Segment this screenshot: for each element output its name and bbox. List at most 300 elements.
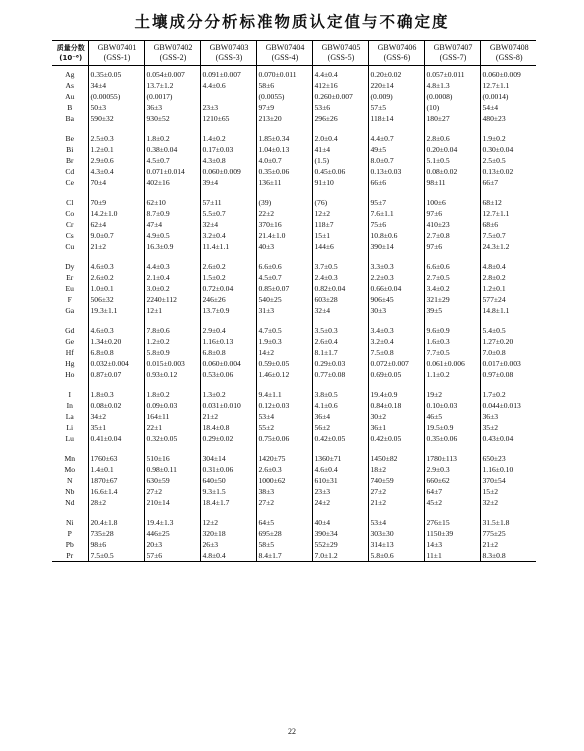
table-row bbox=[52, 155, 536, 166]
certified-value: 180±27 bbox=[424, 113, 480, 124]
certified-value: 66±7 bbox=[480, 177, 536, 188]
certified-value: 1.34±0.20 bbox=[88, 336, 144, 347]
certified-value: 21.4±1.0 bbox=[256, 230, 312, 241]
element-symbol: Cr bbox=[65, 220, 74, 229]
certified-value: 446±25 bbox=[144, 528, 200, 539]
certified-value: 58±5 bbox=[256, 539, 312, 550]
certified-value: 0.10±0.03 bbox=[424, 400, 480, 411]
certified-value: 0.20±0.04 bbox=[424, 144, 480, 155]
table-row bbox=[52, 550, 536, 562]
element-symbol: In bbox=[66, 401, 73, 410]
element-symbol: Ce bbox=[65, 178, 74, 187]
certified-value: 9.6±0.9 bbox=[424, 316, 480, 336]
certified-value: 2.7±0.8 bbox=[424, 230, 480, 241]
table-row bbox=[52, 380, 536, 400]
element-symbol: Ga bbox=[65, 306, 75, 315]
table-row bbox=[52, 294, 536, 305]
certified-value: 7.7±0.5 bbox=[424, 347, 480, 358]
certified-value: 19±2 bbox=[424, 380, 480, 400]
certified-value: 1.2±0.2 bbox=[144, 336, 200, 347]
certified-value: 695±28 bbox=[256, 528, 312, 539]
certified-value: 164±11 bbox=[144, 411, 200, 422]
certified-value: 0.08±0.02 bbox=[424, 166, 480, 177]
certified-value: 0.35±0.06 bbox=[424, 433, 480, 444]
certified-value: 54±4 bbox=[480, 102, 536, 113]
certified-value: 1.9±0.2 bbox=[480, 124, 536, 144]
column-sample-header: (GSS-5) bbox=[312, 53, 368, 66]
certified-value: 1760±63 bbox=[88, 444, 144, 464]
certified-value: 32±4 bbox=[200, 219, 256, 230]
table-row bbox=[52, 464, 536, 475]
certified-value: 53±4 bbox=[368, 508, 424, 528]
certified-value: 27±2 bbox=[368, 486, 424, 497]
certified-value: 9.3±1.5 bbox=[200, 486, 256, 497]
certified-value: 19.4±0.9 bbox=[368, 380, 424, 400]
certified-value: 97±9 bbox=[256, 102, 312, 113]
element-symbol: Ni bbox=[65, 518, 74, 527]
certified-value: 213±20 bbox=[256, 113, 312, 124]
certified-value: 0.38±0.04 bbox=[144, 144, 200, 155]
certified-value: 4.3±0.8 bbox=[200, 155, 256, 166]
certified-value: 4.4±0.7 bbox=[368, 124, 424, 144]
table-row bbox=[52, 113, 536, 124]
certified-value: 1.3±0.2 bbox=[200, 380, 256, 400]
certified-value: 390±14 bbox=[368, 241, 424, 252]
element-symbol: Ag bbox=[65, 70, 75, 79]
certified-value: 577±24 bbox=[480, 294, 536, 305]
certified-value: 62±4 bbox=[88, 219, 144, 230]
certified-value: 1.27±0.20 bbox=[480, 336, 536, 347]
certified-value: 20±3 bbox=[144, 539, 200, 550]
certified-value: 0.260±0.007 bbox=[312, 91, 368, 102]
element-symbol: Eu bbox=[65, 284, 74, 293]
certified-value: 8.0±0.7 bbox=[368, 155, 424, 166]
certified-value: 0.69±0.05 bbox=[368, 369, 424, 380]
certified-value: 2.8±0.2 bbox=[480, 272, 536, 283]
certified-value: 9.0±0.7 bbox=[88, 230, 144, 241]
element-symbol: Au bbox=[65, 92, 75, 101]
certified-value: 18.4±1.7 bbox=[200, 497, 256, 508]
certified-value: 314±13 bbox=[368, 539, 424, 550]
certified-value: 506±32 bbox=[88, 294, 144, 305]
certified-value: 0.42±0.05 bbox=[368, 433, 424, 444]
element-symbol: Ge bbox=[65, 337, 75, 346]
certified-value: 552±29 bbox=[312, 539, 368, 550]
certified-value: 1000±62 bbox=[256, 475, 312, 486]
certified-value: 1.0±0.1 bbox=[88, 283, 144, 294]
certified-value: 5.1±0.5 bbox=[424, 155, 480, 166]
certified-value: 930±52 bbox=[144, 113, 200, 124]
table-row bbox=[52, 80, 536, 91]
certified-value: 2.7±0.5 bbox=[424, 272, 480, 283]
certified-value: 118±7 bbox=[312, 219, 368, 230]
certified-value: 21±2 bbox=[480, 539, 536, 550]
certified-value: 0.75±0.06 bbox=[256, 433, 312, 444]
certified-value: 1.8±0.3 bbox=[88, 380, 144, 400]
certified-value: 3.4±0.2 bbox=[424, 283, 480, 294]
certified-value: 2.4±0.3 bbox=[312, 272, 368, 283]
certified-value: 56±2 bbox=[312, 422, 368, 433]
certified-value: 4.4±0.4 bbox=[312, 66, 368, 81]
certified-value: 1.85±0.34 bbox=[256, 124, 312, 144]
certified-value: (0.0014) bbox=[480, 91, 536, 102]
certified-value: 144±6 bbox=[312, 241, 368, 252]
certified-value: 775±25 bbox=[480, 528, 536, 539]
certified-value: 0.30±0.04 bbox=[480, 144, 536, 155]
table-row bbox=[52, 336, 536, 347]
certified-value: 12±2 bbox=[200, 508, 256, 528]
certified-value: 4.7±0.5 bbox=[256, 316, 312, 336]
certified-value: 35±2 bbox=[480, 422, 536, 433]
certified-value: 0.53±0.06 bbox=[200, 369, 256, 380]
certified-value: 1.8±0.2 bbox=[144, 124, 200, 144]
certified-value: 6.8±0.8 bbox=[88, 347, 144, 358]
certified-value: 34±4 bbox=[88, 80, 144, 91]
certified-value: 2.9±0.6 bbox=[88, 155, 144, 166]
element-symbol: Nb bbox=[65, 487, 75, 496]
certified-value: (0.009) bbox=[368, 91, 424, 102]
certified-value: 0.060±0.009 bbox=[200, 166, 256, 177]
certified-value: 62±10 bbox=[144, 188, 200, 208]
certified-value: 370±54 bbox=[480, 475, 536, 486]
element-symbol: Hg bbox=[65, 359, 75, 368]
certified-value: 38±3 bbox=[256, 486, 312, 497]
certified-value: 0.59±0.05 bbox=[256, 358, 312, 369]
certified-value: 49±5 bbox=[368, 144, 424, 155]
certified-value: 5.8±0.9 bbox=[144, 347, 200, 358]
certified-value: 2.5±0.5 bbox=[480, 155, 536, 166]
certified-value: 10.8±0.6 bbox=[368, 230, 424, 241]
certified-value: 1.2±0.1 bbox=[480, 283, 536, 294]
table-row bbox=[52, 433, 536, 444]
certified-value: (0.0055) bbox=[256, 91, 312, 102]
certified-value: 11.4±1.1 bbox=[200, 241, 256, 252]
table-row bbox=[52, 400, 536, 411]
certified-value: 650±23 bbox=[480, 444, 536, 464]
certified-value: 7.5±0.8 bbox=[368, 347, 424, 358]
certified-value: 4.6±0.4 bbox=[312, 464, 368, 475]
certified-value: 0.061±0.006 bbox=[424, 358, 480, 369]
certified-value: 1.4±0.2 bbox=[200, 124, 256, 144]
table-row bbox=[52, 305, 536, 316]
certified-value: 3.0±0.2 bbox=[144, 283, 200, 294]
certified-value: 36±3 bbox=[480, 411, 536, 422]
certified-value: 22±1 bbox=[144, 422, 200, 433]
certified-value: 1.6±0.3 bbox=[424, 336, 480, 347]
certified-value: 0.29±0.03 bbox=[312, 358, 368, 369]
element-symbol: F bbox=[67, 295, 72, 304]
certified-value: (76) bbox=[312, 188, 368, 208]
certified-value: 0.032±0.004 bbox=[88, 358, 144, 369]
column-sample-header: (GSS-3) bbox=[200, 53, 256, 66]
table-row bbox=[52, 230, 536, 241]
certified-value: 21±2 bbox=[368, 497, 424, 508]
certified-value: 0.32±0.05 bbox=[144, 433, 200, 444]
certified-value: 4.8±1.3 bbox=[424, 80, 480, 91]
certified-value: 68±12 bbox=[480, 188, 536, 208]
certified-value: 0.091±0.007 bbox=[200, 66, 256, 81]
certified-value: 27±2 bbox=[144, 486, 200, 497]
certified-value: 8.1±1.7 bbox=[312, 347, 368, 358]
certified-value: 0.82±0.04 bbox=[312, 283, 368, 294]
certified-value: 7.0±0.8 bbox=[480, 347, 536, 358]
certified-value: 1870±67 bbox=[88, 475, 144, 486]
certified-value: 276±15 bbox=[424, 508, 480, 528]
certified-value: 15±1 bbox=[312, 230, 368, 241]
table-row bbox=[52, 528, 536, 539]
certified-value: 39±4 bbox=[200, 177, 256, 188]
certified-value: 0.17±0.03 bbox=[200, 144, 256, 155]
certified-value: 16.3±0.9 bbox=[144, 241, 200, 252]
certified-value: 53±6 bbox=[312, 102, 368, 113]
element-symbol: Co bbox=[65, 209, 75, 218]
certified-value: 57±11 bbox=[200, 188, 256, 208]
certified-value: 2.2±0.3 bbox=[368, 272, 424, 283]
certified-value: 19.3±1.1 bbox=[88, 305, 144, 316]
certified-value: 118±14 bbox=[368, 113, 424, 124]
certified-value: 18±2 bbox=[368, 464, 424, 475]
certified-value: 70±9 bbox=[88, 188, 144, 208]
certified-value: 95±7 bbox=[368, 188, 424, 208]
certified-value: 36±3 bbox=[144, 102, 200, 113]
element-symbol: Cs bbox=[65, 231, 74, 240]
element-symbol: Li bbox=[66, 423, 74, 432]
column-sample-header: (GSS-4) bbox=[256, 53, 312, 66]
table-body bbox=[52, 66, 536, 562]
certified-value: 20.4±1.8 bbox=[88, 508, 144, 528]
certified-value: 45±2 bbox=[424, 497, 480, 508]
element-symbol: Pr bbox=[66, 551, 74, 560]
element-symbol: Hf bbox=[65, 348, 74, 357]
certified-value: 32±4 bbox=[312, 305, 368, 316]
certified-value: 4.5±0.7 bbox=[256, 272, 312, 283]
certified-value: 2.6±0.2 bbox=[200, 252, 256, 272]
column-sample-header: (GSS-8) bbox=[480, 53, 536, 66]
certified-value: 0.08±0.02 bbox=[88, 400, 144, 411]
certified-value: 603±28 bbox=[312, 294, 368, 305]
certified-value: (1.5) bbox=[312, 155, 368, 166]
mass-fraction-header: 质量分数 bbox=[56, 44, 85, 52]
certified-value: 220±14 bbox=[368, 80, 424, 91]
certified-value: 0.41±0.04 bbox=[88, 433, 144, 444]
certified-value: 402±16 bbox=[144, 177, 200, 188]
certified-value: 4.6±0.3 bbox=[88, 252, 144, 272]
certified-value: 22±2 bbox=[256, 208, 312, 219]
certified-value: 98±6 bbox=[88, 539, 144, 550]
column-code-header: GBW07405 bbox=[312, 41, 368, 54]
element-symbol: Mn bbox=[64, 454, 76, 463]
certified-value: 0.13±0.02 bbox=[480, 166, 536, 177]
certified-value: 97±6 bbox=[424, 241, 480, 252]
certified-value: 39±5 bbox=[424, 305, 480, 316]
certified-value: 590±32 bbox=[88, 113, 144, 124]
table-row bbox=[52, 316, 536, 336]
certified-value: 0.35±0.06 bbox=[256, 166, 312, 177]
certified-value: 57±6 bbox=[144, 550, 200, 562]
certified-value: 0.057±0.011 bbox=[424, 66, 480, 81]
table-row bbox=[52, 188, 536, 208]
certified-value: 9.4±1.1 bbox=[256, 380, 312, 400]
certified-value: 304±14 bbox=[200, 444, 256, 464]
certified-value: 7.0±1.2 bbox=[312, 550, 368, 562]
certified-value: 7.5±0.7 bbox=[480, 230, 536, 241]
element-symbol: Gd bbox=[65, 326, 75, 335]
table-row bbox=[52, 124, 536, 144]
certified-value: 40±4 bbox=[312, 508, 368, 528]
certified-value: 320±18 bbox=[200, 528, 256, 539]
element-symbol: B bbox=[67, 103, 73, 112]
certified-value: 480±23 bbox=[480, 113, 536, 124]
certified-value: 0.09±0.03 bbox=[144, 400, 200, 411]
element-symbol: As bbox=[65, 81, 74, 90]
certified-value: 23±3 bbox=[200, 102, 256, 113]
certified-value: 4.9±0.5 bbox=[144, 230, 200, 241]
certified-value: 0.054±0.007 bbox=[144, 66, 200, 81]
certified-value: 0.060±0.004 bbox=[200, 358, 256, 369]
certified-value: 640±50 bbox=[200, 475, 256, 486]
certified-value: 0.93±0.12 bbox=[144, 369, 200, 380]
table-row bbox=[52, 144, 536, 155]
certified-value: 47±4 bbox=[144, 219, 200, 230]
certified-value: (39) bbox=[256, 188, 312, 208]
element-symbol: Br bbox=[65, 156, 74, 165]
certified-value: 0.42±0.05 bbox=[312, 433, 368, 444]
element-symbol: Dy bbox=[65, 262, 75, 271]
certified-value: 0.071±0.014 bbox=[144, 166, 200, 177]
certified-value: 4.0±0.7 bbox=[256, 155, 312, 166]
table-row bbox=[52, 486, 536, 497]
certified-value: 19.5±0.9 bbox=[424, 422, 480, 433]
certified-value: 32±2 bbox=[480, 497, 536, 508]
certified-value: 1360±71 bbox=[312, 444, 368, 464]
certified-value: 136±11 bbox=[256, 177, 312, 188]
certified-value: 296±26 bbox=[312, 113, 368, 124]
certified-value: 0.98±0.11 bbox=[144, 464, 200, 475]
column-sample-header: (GSS-2) bbox=[144, 53, 200, 66]
certified-value: (0.0008) bbox=[424, 91, 480, 102]
certified-value: 0.017±0.003 bbox=[480, 358, 536, 369]
element-symbol: P bbox=[67, 529, 72, 538]
certified-value: 12±1 bbox=[144, 305, 200, 316]
certified-value: 14±3 bbox=[424, 539, 480, 550]
table-row bbox=[52, 66, 536, 81]
certified-value: 16.6±1.4 bbox=[88, 486, 144, 497]
certified-value: 24.3±1.2 bbox=[480, 241, 536, 252]
element-symbol: Lu bbox=[65, 434, 74, 443]
certified-value: 0.84±0.18 bbox=[368, 400, 424, 411]
certified-value: 510±16 bbox=[144, 444, 200, 464]
table-row bbox=[52, 166, 536, 177]
certified-value: 0.031±0.010 bbox=[200, 400, 256, 411]
certified-value: 75±6 bbox=[368, 219, 424, 230]
certified-value: 4.3±0.4 bbox=[88, 166, 144, 177]
certified-value: 0.72±0.04 bbox=[200, 283, 256, 294]
table-row bbox=[52, 102, 536, 113]
table-row bbox=[52, 177, 536, 188]
element-symbol: Cd bbox=[65, 167, 75, 176]
table-row bbox=[52, 369, 536, 380]
certified-value: 412±16 bbox=[312, 80, 368, 91]
certified-value: (0.0017) bbox=[144, 91, 200, 102]
certified-value: 1.9±0.3 bbox=[256, 336, 312, 347]
table-header bbox=[52, 41, 536, 66]
certified-value: 2.6±0.3 bbox=[256, 464, 312, 475]
element-symbol: Mo bbox=[64, 465, 76, 474]
certified-value: 64±7 bbox=[424, 486, 480, 497]
table-row bbox=[52, 283, 536, 294]
certified-value: 57±5 bbox=[368, 102, 424, 113]
certified-value: 28±2 bbox=[88, 497, 144, 508]
table-row bbox=[52, 241, 536, 252]
certified-value: 2.1±0.4 bbox=[144, 272, 200, 283]
certified-value: 6.8±0.8 bbox=[200, 347, 256, 358]
certified-value: 66±6 bbox=[368, 177, 424, 188]
table-row bbox=[52, 272, 536, 283]
certified-value: 0.20±0.02 bbox=[368, 66, 424, 81]
certified-value: 906±45 bbox=[368, 294, 424, 305]
column-code-header: GBW07406 bbox=[368, 41, 424, 54]
certified-value: 4.4±0.6 bbox=[200, 80, 256, 91]
certified-value: 2.0±0.4 bbox=[312, 124, 368, 144]
certified-value: 2240±112 bbox=[144, 294, 200, 305]
table-row bbox=[52, 475, 536, 486]
certified-value: 1.7±0.2 bbox=[480, 380, 536, 400]
table-row bbox=[52, 347, 536, 358]
certified-value: 4.6±0.3 bbox=[88, 316, 144, 336]
certified-value: 1.8±0.2 bbox=[144, 380, 200, 400]
certified-value: 24±2 bbox=[312, 497, 368, 508]
certified-value: (10) bbox=[424, 102, 480, 113]
certified-value: 7.6±1.1 bbox=[368, 208, 424, 219]
certified-value: 34±2 bbox=[88, 411, 144, 422]
certified-value: 0.43±0.04 bbox=[480, 433, 536, 444]
certified-value: 3.3±0.3 bbox=[368, 252, 424, 272]
certified-value: 68±6 bbox=[480, 219, 536, 230]
certified-value: 98±11 bbox=[424, 177, 480, 188]
certified-value: 2.8±0.6 bbox=[424, 124, 480, 144]
certified-value: 8.4±1.7 bbox=[256, 550, 312, 562]
certified-value: 53±4 bbox=[256, 411, 312, 422]
element-symbol: Ho bbox=[65, 370, 75, 379]
certified-value: 8.3±0.8 bbox=[480, 550, 536, 562]
table-row bbox=[52, 252, 536, 272]
table-row bbox=[52, 444, 536, 464]
certified-value: 19.4±1.3 bbox=[144, 508, 200, 528]
certified-value: 1.1±0.2 bbox=[424, 369, 480, 380]
column-sample-header: (GSS-7) bbox=[424, 53, 480, 66]
certified-value: 5.5±0.7 bbox=[200, 208, 256, 219]
certified-value: 1210±65 bbox=[200, 113, 256, 124]
certified-value: 14.8±1.1 bbox=[480, 305, 536, 316]
certified-value: 36±4 bbox=[312, 411, 368, 422]
column-code-header: GBW07401 bbox=[88, 41, 144, 54]
certified-value: 13.7±0.9 bbox=[200, 305, 256, 316]
certified-value: 3.7±0.5 bbox=[312, 252, 368, 272]
certified-value: 21±2 bbox=[88, 241, 144, 252]
certified-value: 0.13±0.03 bbox=[368, 166, 424, 177]
certified-value: 14.2±1.0 bbox=[88, 208, 144, 219]
certified-value: 6.6±0.6 bbox=[256, 252, 312, 272]
certified-value: 303±30 bbox=[368, 528, 424, 539]
certified-value: 70±4 bbox=[88, 177, 144, 188]
certified-value: 1.2±0.1 bbox=[88, 144, 144, 155]
certified-value: 1.46±0.12 bbox=[256, 369, 312, 380]
certified-value: 55±2 bbox=[256, 422, 312, 433]
certified-value: 31±3 bbox=[256, 305, 312, 316]
certified-value: 31.5±1.8 bbox=[480, 508, 536, 528]
certified-value: 1.5±0.2 bbox=[200, 272, 256, 283]
certified-value: 12.7±1.1 bbox=[480, 208, 536, 219]
